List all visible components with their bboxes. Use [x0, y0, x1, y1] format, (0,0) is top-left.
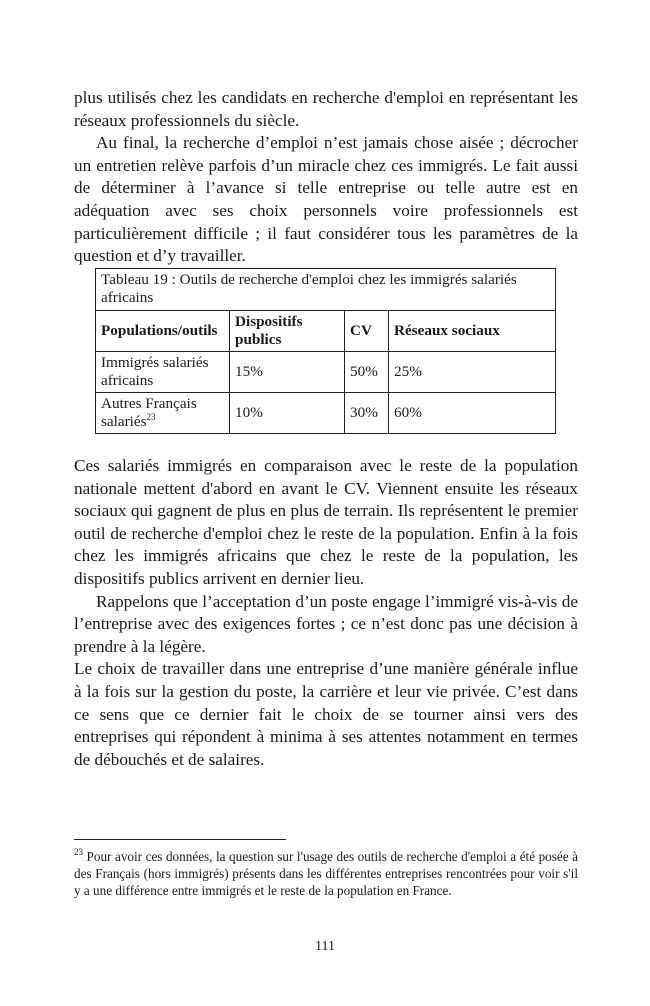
header-populations: Populations/outils — [96, 311, 230, 352]
footnote-number: 23 — [74, 847, 83, 857]
row-label-text: Immigrés salariés africains — [101, 354, 209, 389]
row-label — [96, 393, 230, 434]
header-reseaux: Réseaux sociaux — [389, 311, 556, 352]
page-number: 111 — [315, 939, 335, 954]
footnote-text: Pour avoir ces données, la question sur l'usage des outils de recherche d'emploi a été posée à des Français (hors immigrés) présents dans les différentes entreprises rencontrées pour voir s'il y a une différence entre immigrés et le reste de la population en France. — [74, 849, 578, 899]
paragraph: Ces salariés immigrés en comparaison avec le reste de la population nationale mettent d'abord en avant le CV. Viennent ensuite les réseaux sociaux qui gagnent de plus en plus de terrain. Ils représentent le premier outil de recherche d'emploi chez le reste de la population. Enfin à la fois chez les immigrés africains que chez le reste de la population, les dispositifs publics arrivent en dernier lieu. — [74, 456, 578, 588]
header-dispositifs: Dispositifs publics — [230, 311, 345, 352]
footnote-divider — [74, 839, 286, 840]
header-cv: CV — [345, 311, 389, 352]
footnote-ref: 23 — [146, 412, 156, 422]
cell: 30% — [345, 393, 389, 434]
cell: 50% — [345, 352, 389, 393]
table-row — [96, 352, 556, 393]
footnote — [74, 848, 578, 900]
table-row — [96, 393, 556, 434]
row-label — [96, 352, 230, 393]
body-text-top — [74, 87, 578, 268]
paragraph: Au final, la recherche d’emploi n’est jamais chose aisée ; décrocher un entretien relève parfois d’un miracle chez ces immigrés. Le fait aussi de déterminer à l’avance si telle entreprise ou telle autre est en adéquation avec ses choix personnels voire professionnels est particulièrement difficile ; il faut considérer tous les paramètres de la question et d’y travailler. — [74, 133, 578, 266]
body-text-bottom — [74, 455, 578, 771]
table-19 — [95, 268, 556, 434]
paragraph: Rappelons que l’acceptation d’un poste engage l’immigré vis-à-vis de l’entreprise avec des exigences fortes ; ce n’est donc pas une décision à prendre à la légère. — [74, 591, 578, 656]
cell: 60% — [389, 393, 556, 434]
cell: 25% — [389, 352, 556, 393]
paragraph: plus utilisés chez les candidats en recherche d'emploi en représentant les réseaux professionnels du siècle. — [74, 88, 578, 130]
paragraph: Le choix de travailler dans une entreprise d’une manière générale influe à la fois sur la gestion du poste, la carrière et leur vie privée. C’est dans ce sens que ce dernier fait le choix de se tourner ainsi vers des entreprises qui répondent à minima à ses attentes notamment en termes de débouchés et de salaires. — [74, 659, 578, 769]
cell: 15% — [230, 352, 345, 393]
row-label-text: Autres Français salariés — [101, 395, 197, 430]
table-caption: Tableau 19 : Outils de recherche d'emploi chez les immigrés salariés africains — [96, 269, 556, 311]
cell: 10% — [230, 393, 345, 434]
